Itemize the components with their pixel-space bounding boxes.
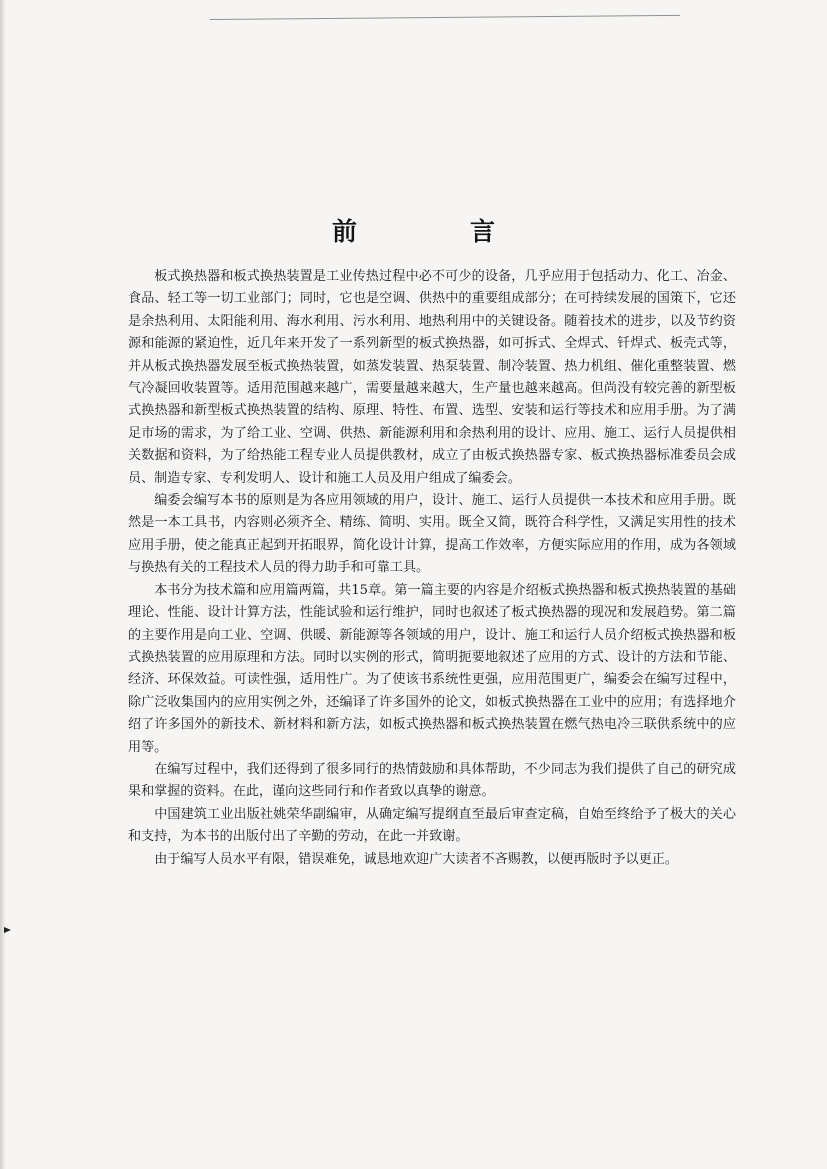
scan-binding-shadow — [0, 0, 6, 1169]
margin-arrow-mark — [4, 927, 11, 933]
preface-paragraph-3: 本书分为技术篇和应用篇两篇，共15章。第一篇主要的内容是介绍板式换热器和板式换热装置的基础理论、性能、设计计算方法，性能试验和运行维护，同时也叙述了板式换热器的现况和发展趋势。第二篇的主要作用是向工业、空调、供暖、新能源等各领域的用户，设计、施工和运行人员介绍板式换热器和板式换热装置的应用原理和方法。同时以实例的形式，简明扼要地叙述了应用的方式、设计的方法和节能、经济、环保效益。可读性强，适用性广。为了使该书系统性更强，应用范围更广，编委会在编写过程中，除广泛收集国内的应用实例之外，还编译了许多国外的论文，如板式换热器在工业中的应用；有选择地介绍了许多国外的新技术、新材料和新方法，如板式换热器和板式换热装置在燃气热电冷三联供系统中的应用等。 — [128, 582, 736, 755]
preface-paragraph-1: 板式换热器和板式换热装置是工业传热过程中必不可少的设备，几乎应用于包括动力、化工、冶金、食品、轻工等一切工业部门；同时，它也是空调、供热中的重要组成部分；在可持续发展的国策下，它还是余热利用、太阳能利用、海水利用、污水利用、地热利用中的关键设备。随着技术的进步，以及节约资源和能源的紧迫性，近几年来开发了一系列新型的板式换热器，如可拆式、全焊式、钎焊式、板壳式等，并从板式换热器发展至板式换热装置，如蒸发装置、热泵装置、制冷装置、热力机组、催化重整装置、燃气冷凝回收装置等。适用范围越来越广，需要量越来越大，生产量也越来越高。但尚没有较完善的新型板式换热器和新型板式换热装置的结构、原理、特性、布置、选型、安装和运行等技术和应用手册。为了满足市场的需求，为了给工业、空调、供热、新能源利用和余热利用的设计、应用、施工、运行人员提供相关数据和资料，为了给热能工程专业人员提供教材，成立了由板式换热器专家、板式换热器标准委员会成员、制造专家、专利发明人、设计和施工人员及用户组成了编委会。 — [128, 269, 736, 486]
preface-paragraph-5: 中国建筑工业出版社姚荣华副编审，从确定编写提纲直至最后审查定稿，自始至终给予了极大的关心和支持，为本书的出版付出了辛勤的劳动，在此一并致谢。 — [128, 806, 736, 845]
preface-paragraph-4: 在编写过程中，我们还得到了很多同行的热情鼓励和具体帮助，不少同志为我们提供了自己的研究成果和掌握的资料。在此，谨向这些同行和作者致以真挚的谢意。 — [128, 761, 736, 800]
preface-body — [128, 266, 736, 871]
scan-top-rule — [210, 15, 680, 20]
preface-title: 前 言 — [331, 217, 539, 246]
preface-paragraph-2: 编委会编写本书的原则是为各应用领域的用户，设计、施工、运行人员提供一本技术和应用手册。既然是一本工具书，内容则必须齐全、精练、简明、实用。既全又简，既符合科学性，又满足实用性的技术应用手册，使之能真正起到开拓眼界，简化设计计算，提高工作效率，方便实际应用的作用，成为各领域与换热有关的工程技术人员的得力助手和可靠工具。 — [128, 493, 736, 576]
preface-paragraph-6: 由于编写人员水平有限，错误难免，诚恳地欢迎广大读者不吝赐教，以便再版时予以更正。 — [154, 851, 678, 867]
